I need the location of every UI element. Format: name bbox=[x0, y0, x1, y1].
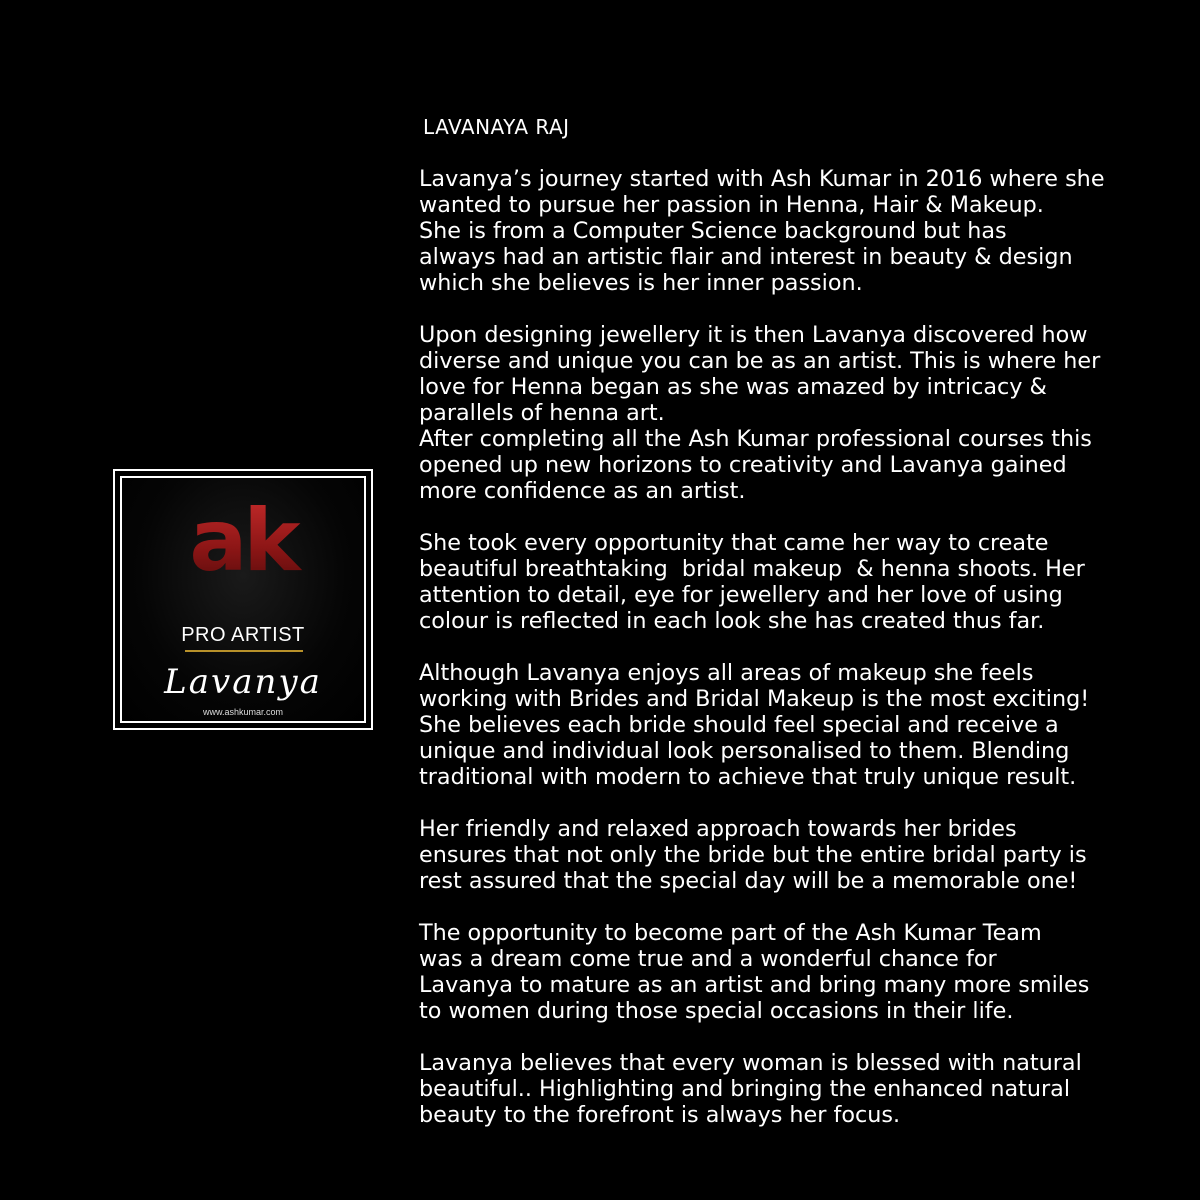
bio-line: which she believes is her inner passion. bbox=[419, 270, 863, 296]
bio-line: always had an artistic flair and interest in beauty & design bbox=[419, 244, 1073, 270]
bio-line: to women during those special occasions in their life. bbox=[419, 998, 1014, 1024]
bio-line: After completing all the Ash Kumar professional courses this bbox=[419, 426, 1092, 452]
bio-paragraph bbox=[419, 1050, 1129, 1128]
logo-inner-frame bbox=[120, 476, 366, 723]
bio-paragraph bbox=[419, 322, 1129, 504]
bio-line: Lavanya to mature as an artist and bring many more smiles bbox=[419, 972, 1090, 998]
bio-line: more confidence as an artist. bbox=[419, 478, 746, 504]
bio-line: love for Henna began as she was amazed by intricacy & bbox=[419, 374, 1047, 400]
bio-line: Lavanya believes that every woman is blessed with natural bbox=[419, 1050, 1082, 1076]
ak-logo-mark: ak bbox=[122, 496, 364, 586]
logo-divider bbox=[185, 650, 303, 652]
bio-paragraph bbox=[419, 166, 1129, 296]
bio-paragraph bbox=[419, 530, 1129, 634]
bio-line: Upon designing jewellery it is then Lavanya discovered how bbox=[419, 322, 1088, 348]
logo-signature: Lavanya bbox=[164, 662, 322, 702]
bio-line: traditional with modern to achieve that truly unique result. bbox=[419, 764, 1077, 790]
bio-line: colour is reflected in each look she has created thus far. bbox=[419, 608, 1045, 634]
bio-line: parallels of henna art. bbox=[419, 400, 665, 426]
pro-artist-logo bbox=[113, 469, 373, 730]
bio-line: She believes each bride should feel special and receive a bbox=[419, 712, 1059, 738]
bio-paragraph bbox=[419, 816, 1129, 894]
bio-paragraph bbox=[419, 660, 1129, 790]
artist-name: LAVANAYA RAJ bbox=[423, 115, 570, 139]
bio-line: Lavanya’s journey started with Ash Kumar in 2016 where she bbox=[419, 166, 1105, 192]
bio-line: rest assured that the special day will be a memorable one! bbox=[419, 868, 1078, 894]
profile-content bbox=[419, 114, 1129, 1154]
bio-line: Although Lavanya enjoys all areas of makeup she feels bbox=[419, 660, 1034, 686]
bio-line: working with Brides and Bridal Makeup is the most exciting! bbox=[419, 686, 1090, 712]
bio-line: was a dream come true and a wonderful chance for bbox=[419, 946, 997, 972]
bio-paragraphs bbox=[419, 166, 1129, 1128]
bio-line: Her friendly and relaxed approach towards her brides bbox=[419, 816, 1017, 842]
logo-url: www.ashkumar.com bbox=[202, 707, 284, 717]
bio-line: beautiful breathtaking bridal makeup & henna shoots. Her bbox=[419, 556, 1085, 582]
bio-line: beautiful.. Highlighting and bringing the enhanced natural bbox=[419, 1076, 1071, 1102]
logo-title: PRO ARTIST bbox=[181, 624, 305, 646]
bio-line: She took every opportunity that came her way to create bbox=[419, 530, 1049, 556]
bio-line: opened up new horizons to creativity and Lavanya gained bbox=[419, 452, 1067, 478]
bio-line: attention to detail, eye for jewellery and her love of using bbox=[419, 582, 1063, 608]
bio-paragraph bbox=[419, 920, 1129, 1024]
bio-line: She is from a Computer Science background but has bbox=[419, 218, 1007, 244]
bio-line: ensures that not only the bride but the entire bridal party is bbox=[419, 842, 1087, 868]
bio-line: unique and individual look personalised to them. Blending bbox=[419, 738, 1070, 764]
bio-line: diverse and unique you can be as an artist. This is where her bbox=[419, 348, 1101, 374]
bio-line: wanted to pursue her passion in Henna, Hair & Makeup. bbox=[419, 192, 1044, 218]
bio-line: The opportunity to become part of the Ash Kumar Team bbox=[419, 920, 1042, 946]
bio-line: beauty to the forefront is always her focus. bbox=[419, 1102, 901, 1128]
